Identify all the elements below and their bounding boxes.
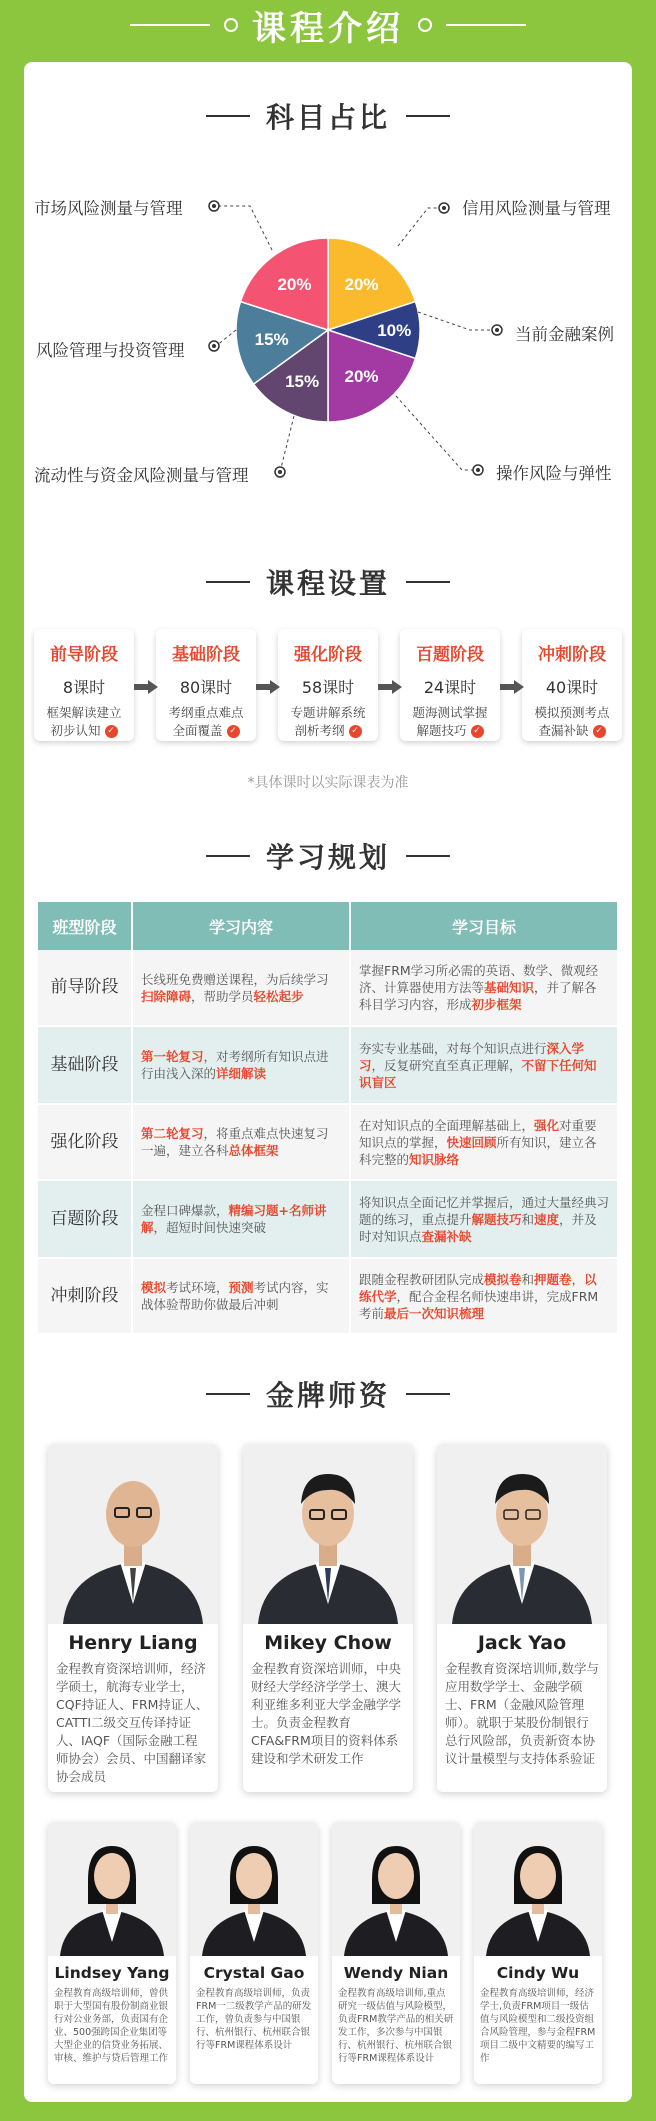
check-icon: ✓	[593, 725, 606, 738]
highlight-text: 快速回顾	[446, 1134, 497, 1150]
phase-cell: 基础阶段	[38, 1026, 132, 1104]
leader-line	[280, 416, 294, 472]
section-title-text: 课程设置	[265, 567, 390, 600]
teacher-desc: 金程教育高级培训师，负责FRM一二级教学产品的研发工作，曾负责参与中国银行、杭州银行、杭州联合银行等FRM课程体系设计	[196, 1988, 312, 2051]
teacher-desc: 金程教育高级培训师，曾供职于大型国有股份制商业银行对公业务部，负责国有企业、500强跨国企业集团等大型企业的信贷业务拓展、审核、维护与贷后管理工作	[54, 1988, 169, 2064]
stage-name: 基础阶段	[172, 645, 240, 665]
title-bar-left	[206, 581, 250, 583]
cell-text: 长线班免费赠送课程，为后续学习	[141, 971, 329, 987]
highlight-text: 最后一次知识梳理	[384, 1305, 485, 1321]
highlight-text: 预测	[228, 1280, 254, 1295]
table-header-row	[38, 902, 618, 950]
slice-label: 操作风险与弹性	[496, 464, 612, 483]
table-row	[38, 1104, 618, 1180]
slice-percent-label: 20%	[344, 274, 379, 294]
check-icon: ✓	[349, 725, 362, 738]
column-header: 学习内容	[132, 902, 350, 950]
title-bar-right	[406, 1393, 450, 1395]
cell-text: 夯实专业基础，对每个知识点进行	[359, 1040, 547, 1056]
phase-cell: 前导阶段	[38, 950, 132, 1026]
slice-percent-label: 20%	[344, 367, 379, 387]
leader-dot-center	[278, 470, 282, 474]
study-plan-table	[38, 902, 619, 1335]
highlight-text: 模拟	[141, 1280, 167, 1295]
teacher-desc: 金程教育资深培训师，中央财经大学经济学学士、澳大利亚维多利亚大学金融学学士。负责金程教育CFA&FRM项目的资料体系建设和学术研发工作	[251, 1661, 402, 1766]
section-title-text: 科目占比	[265, 101, 390, 134]
title-bar-left	[206, 855, 250, 857]
teacher-card	[48, 1822, 176, 2084]
check-icon: ✓	[227, 725, 240, 738]
slice-label: 流动性与资金风险测量与管理	[34, 466, 249, 485]
stage-desc-line: 框架解读建立	[46, 705, 122, 720]
slice-percent-label: 15%	[254, 329, 289, 349]
cell-text: 金程口碑爆款，	[141, 1203, 229, 1218]
stage-card	[156, 629, 256, 741]
arrow-right-icon	[500, 680, 524, 694]
cell-text: 考试内容，实战体验帮助你做最后冲刺	[141, 1280, 329, 1312]
cell-text: ，并及时对知识点	[359, 1211, 597, 1244]
highlight-text: 押题卷	[534, 1271, 572, 1287]
highlight-text: 不留下任何知识盲区	[359, 1057, 597, 1090]
cell-text: 对重要知识点的掌握，	[359, 1117, 597, 1150]
content-cell	[132, 950, 350, 1026]
cell-text: 考试环境，	[166, 1280, 229, 1295]
goal-cell	[350, 1026, 618, 1104]
teacher-desc: 金程教育资深培训师，经济学硕士，航海专业学士，CQF持证人、FRM持证人、CATTI二级交互传译持证人、IAQF（国际金融工程师协会）会员、中国翻译家协会成员	[56, 1661, 209, 1784]
slice-label: 当前金融案例	[515, 325, 614, 344]
check-icon: ✓	[105, 725, 118, 738]
highlight-text: 扫除障碍	[141, 988, 192, 1004]
cell-text: 跟随金程教研团队完成	[359, 1271, 485, 1287]
cell-text: ，对考纲所有知识点进行由浅入深的	[141, 1049, 329, 1081]
highlight-text: 轻松起步	[253, 988, 304, 1004]
stage-desc-line: 考纲重点难点	[168, 705, 244, 720]
stage-hours: 58课时	[301, 678, 355, 697]
section-title-text: 金牌师资	[265, 1379, 390, 1412]
cell-text: ，反复研究直至真正理解，	[371, 1057, 522, 1073]
highlight-text: 基础知识	[484, 980, 535, 995]
leader-line	[398, 208, 444, 246]
stage-card	[400, 629, 500, 741]
table-row	[38, 1180, 618, 1258]
leader-dot-center	[495, 328, 499, 332]
phase-cell: 百题阶段	[38, 1180, 132, 1258]
goal-cell	[350, 950, 618, 1026]
teacher-photo	[437, 1444, 607, 1624]
highlight-text: 深入学习	[359, 1040, 585, 1073]
title-bar-right	[406, 581, 450, 583]
stage-desc	[156, 704, 256, 740]
teacher-photo	[332, 1822, 460, 1956]
stage-hours: 8课时	[62, 678, 106, 697]
teacher-card	[332, 1822, 460, 2084]
highlight-text: 总体框架	[228, 1143, 279, 1158]
stage-hours: 24课时	[423, 678, 477, 697]
stage-name: 强化阶段	[294, 645, 362, 665]
teacher-name: Cindy Wu	[496, 1964, 580, 1982]
slice-percent-label: 20%	[277, 274, 312, 294]
teacher-desc: 金程教育高级培训师,重点研究一级估值与风险模型，负责FRM教学产品的相关研发工作，多次参与中国银行、杭州银行、杭州联合银行等FRM课程体系设计	[338, 1988, 454, 2064]
stage-desc-line: 初步认知	[50, 723, 101, 738]
teacher-photo	[243, 1444, 413, 1624]
check-icon: ✓	[471, 725, 484, 738]
highlight-text: 速度	[534, 1211, 560, 1227]
stage-desc-line: 题海测试掌握	[412, 705, 488, 720]
goal-cell	[350, 1104, 618, 1180]
teacher-photo	[190, 1822, 318, 1956]
content-cell	[132, 1026, 350, 1104]
teacher-name: Wendy Nian	[343, 1964, 449, 1982]
cell-text: ，帮助学员	[191, 988, 254, 1004]
table-row	[38, 1258, 618, 1334]
goal-cell	[350, 1180, 618, 1258]
cell-text: ，配合金程名师快速串讲，完成FRM考前	[359, 1288, 599, 1321]
slice-label: 信用风险测量与管理	[462, 199, 611, 218]
highlight-text: 强化	[534, 1117, 560, 1133]
stage-desc-line: 全面覆盖	[172, 723, 223, 738]
stage-desc	[400, 704, 500, 740]
stage-desc	[522, 704, 622, 740]
stage-card	[34, 629, 134, 741]
teacher-photo	[48, 1822, 176, 1956]
leader-dot-center	[476, 468, 480, 472]
cell-text: 在对知识点的全面理解基础上，	[359, 1117, 535, 1133]
column-header: 学习目标	[350, 902, 618, 950]
stage-hours: 80课时	[179, 678, 233, 697]
stage-desc-line: 剖析考纲	[294, 723, 345, 738]
highlight-text: 详细解读	[216, 1066, 267, 1081]
teacher-card	[474, 1822, 602, 2084]
cell-text: ，超短时间快速突破	[153, 1220, 267, 1235]
title-bar-right	[406, 855, 450, 857]
teacher-card	[243, 1444, 413, 1792]
stage-desc-line: 专题讲解系统	[290, 705, 366, 720]
cell-text: ，将重点难点快速复习一遍，建立各科	[141, 1126, 329, 1158]
stage-card	[522, 629, 622, 741]
highlight-text: 查漏补缺	[421, 1228, 472, 1244]
teacher-name: Jack Yao	[477, 1632, 567, 1654]
content-cell	[132, 1180, 350, 1258]
table-row	[38, 950, 618, 1026]
teacher-desc: 金程教育高级培训师，经济学士,负责FRM项目一级估值与风险模型和二级投资组合风险管理，参与金程FRM项目二级中文精要的编写工作	[480, 1988, 596, 2064]
cell-text: 和	[521, 1211, 535, 1227]
cell-text: ，	[571, 1271, 585, 1287]
title-bar-left	[206, 1393, 250, 1395]
stage-hours: 40课时	[545, 678, 599, 697]
section-title-teachers	[0, 1374, 656, 1414]
arrow-right-icon	[378, 680, 402, 694]
stage-desc-line: 模拟预测考点	[534, 705, 610, 720]
leader-line	[396, 396, 478, 470]
teacher-card	[437, 1444, 607, 1792]
leader-dot-center	[212, 204, 216, 208]
teacher-name: Lindsey Yang	[54, 1964, 170, 1982]
teacher-card	[48, 1444, 218, 1792]
leader-line	[418, 312, 497, 330]
teacher-card	[190, 1822, 318, 2084]
highlight-text: 初步框架	[471, 997, 522, 1012]
stage-desc	[278, 704, 378, 740]
slice-label: 风险管理与投资管理	[36, 341, 185, 360]
stage-name: 百题阶段	[416, 645, 484, 665]
teacher-photo	[48, 1444, 218, 1624]
cell-text: 将知识点全面记忆并掌握后，通过大量经典习题的练习，重点提升	[359, 1194, 610, 1227]
subject-pie-chart	[0, 0, 656, 520]
stage-desc-line: 查漏补缺	[538, 723, 589, 738]
course-note: *具体课时以实际课表为准	[247, 775, 409, 791]
highlight-text: 以练代学	[359, 1271, 597, 1304]
phase-cell: 冲刺阶段	[38, 1258, 132, 1334]
table-row	[38, 1026, 618, 1104]
highlight-text: 第二轮复习	[141, 1126, 204, 1141]
teacher-name: Mikey Chow	[264, 1632, 392, 1654]
goal-cell	[350, 1258, 618, 1334]
stage-name: 前导阶段	[50, 645, 118, 665]
slice-percent-label: 10%	[377, 321, 412, 340]
stage-desc	[34, 704, 134, 740]
leader-line	[214, 206, 272, 250]
column-header: 班型阶段	[38, 902, 132, 950]
teacher-photo	[474, 1822, 602, 1956]
stage-desc-line: 解题技巧	[416, 723, 467, 738]
section-title-courses	[0, 562, 656, 602]
arrow-right-icon	[134, 680, 158, 694]
cell-text: ，并了解各科目学习内容，形成	[359, 980, 597, 1012]
stage-name: 冲刺阶段	[538, 645, 606, 665]
highlight-text: 精编习题+名师讲解	[141, 1203, 327, 1235]
leader-dot-center	[212, 344, 216, 348]
highlight-text: 第一轮复习	[141, 1049, 204, 1064]
cell-text: 和	[521, 1271, 535, 1287]
highlight-text: 知识脉络	[409, 1151, 460, 1167]
slice-label: 市场风险测量与管理	[34, 199, 183, 218]
stage-card	[278, 629, 378, 741]
highlight-text: 解题技巧	[471, 1211, 522, 1227]
section-title-text: 学习规划	[265, 841, 390, 874]
teacher-name: Crystal Gao	[203, 1964, 305, 1982]
leader-dot-center	[442, 206, 446, 210]
arrow-right-icon	[256, 680, 280, 694]
teacher-desc: 金程教育资深培训师,数学与应用数学学士、金融学硕士、FRM（金融风险管理师）。就职于某股份制银行总行风险部，负责新资本协议计量模型与支持体系验证	[445, 1661, 599, 1766]
teacher-name: Henry Liang	[68, 1632, 198, 1654]
highlight-text: 模拟卷	[484, 1271, 522, 1287]
slice-percent-label: 15%	[285, 371, 320, 391]
content-cell	[132, 1258, 350, 1334]
phase-cell: 强化阶段	[38, 1104, 132, 1180]
content-cell	[132, 1104, 350, 1180]
section-title-plan	[0, 836, 656, 876]
page-title: 课程介绍	[252, 8, 404, 49]
cell-text: 掌握FRM学习所必需的英语、数学、微观经济、计算器使用方法等	[359, 963, 599, 995]
cell-text: 所有知识，建立各科完整的	[359, 1134, 597, 1167]
